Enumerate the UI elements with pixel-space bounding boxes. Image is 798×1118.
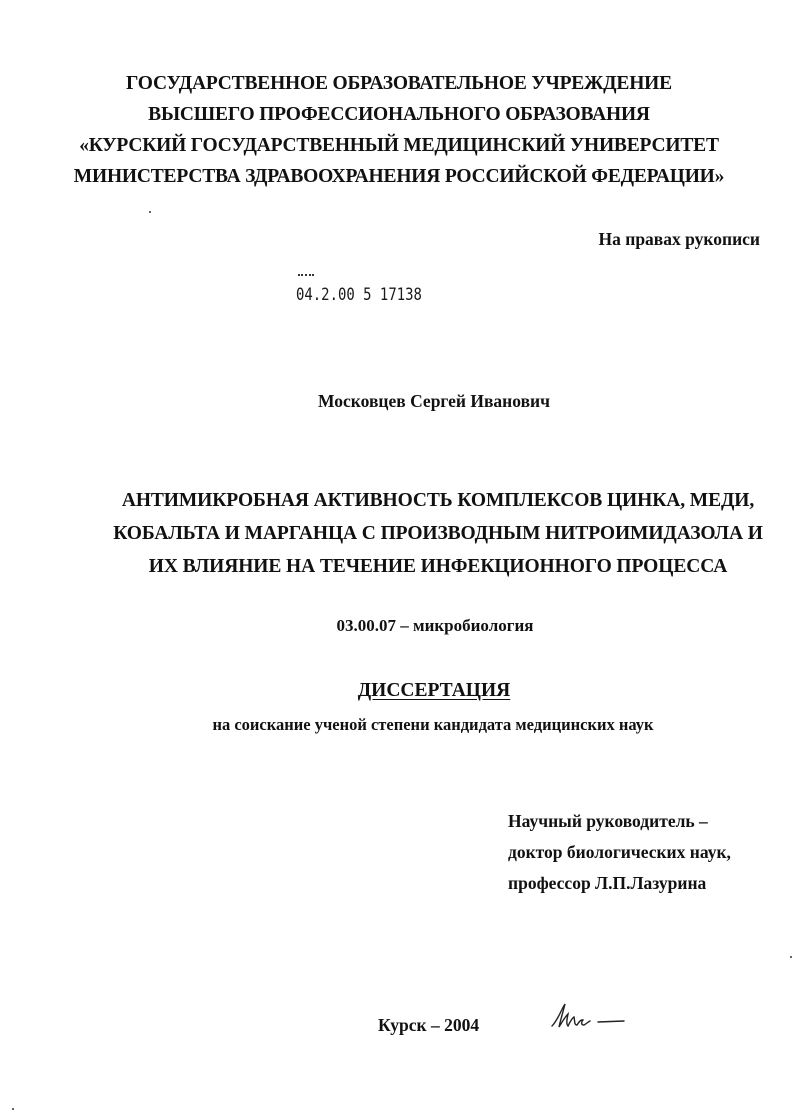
title-line: АНТИМИКРОБНАЯ АКТИВНОСТЬ КОМПЛЕКСОВ ЦИНКА, МЕДИ, [121, 490, 755, 511]
author-name: Московцев Сергей Иванович [317, 391, 550, 411]
supervisor-line: доктор биологических наук, [508, 842, 731, 862]
institution-line: ГОСУДАРСТВЕННОЕ ОБРАЗОВАТЕЛЬНОЕ УЧРЕЖДЕНИЕ [126, 73, 672, 94]
document-type-heading: ДИССЕРТАЦИЯ [357, 680, 511, 701]
handwritten-signature [548, 1000, 628, 1034]
degree-statement: на соискание ученой степени кандидата медицинских наук [212, 715, 654, 734]
institution-line: ВЫСШЕГО ПРОФЕССИОНАЛЬНОГО ОБРАЗОВАНИЯ [148, 104, 650, 125]
title-line: КОБАЛЬТА И МАРГАНЦА С ПРОИЗВОДНЫМ НИТРОИМИДАЗОЛА И [113, 523, 763, 544]
scan-speck [149, 211, 151, 213]
institution-line: МИНИСТЕРСТВА ЗДРАВООХРАНЕНИЯ РОССИЙСКОЙ ФЕДЕРАЦИИ» [73, 166, 725, 187]
scan-speck [790, 956, 792, 958]
city-and-year: Курск – 2004 [378, 1015, 480, 1035]
institution-line: «КУРСКИЙ ГОСУДАРСТВЕННЫЙ МЕДИЦИНСКИЙ УНИВЕРСИТЕТ [79, 135, 719, 156]
supervisor-line: Научный руководитель – [508, 811, 708, 831]
manuscript-rights-note: На правах рукописи [598, 229, 760, 249]
title-line: ИХ ВЛИЯНИЕ НА ТЕЧЕНИЕ ИНФЕКЦИОННОГО ПРОЦЕССА [148, 556, 728, 577]
dissertation-title [0, 484, 798, 583]
archive-registration-code: 04.2.00 5 17138 [296, 285, 422, 305]
supervisor-line: профессор Л.П.Лазурина [508, 873, 707, 893]
specialty-code: 03.00.07 – микробиология [336, 616, 534, 635]
scientific-supervisor [508, 806, 731, 899]
archive-stamp-marks [298, 274, 314, 280]
institution-header [0, 68, 798, 192]
scan-speck [12, 1108, 14, 1110]
